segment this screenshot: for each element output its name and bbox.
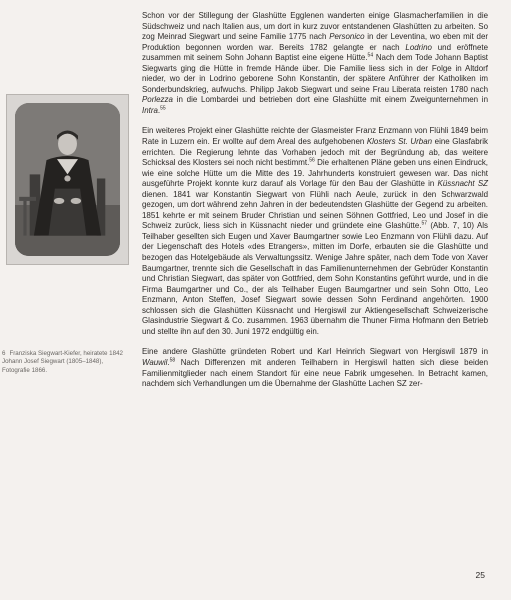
text-run: Die erhaltenen Pläne geben uns einen Eindruck, wie eine solche Hütte um die Mitte des 19. Jahrhunderts konstruiert gewesen war. Das nicht ausgeführte Projekt konnte kurz darauf als Vorlage für den Bau der Glashütte in (142, 158, 488, 189)
text-run: . (167, 357, 170, 367)
portrait-image (15, 103, 120, 256)
text-run: eine Glasfabrik errichten. Die Regierung lehnte das Vorhaben jedoch mit der Begründung ab, das weitere Schicksal des Klosters sei noch nicht bestimmt. (142, 137, 488, 168)
italic-run: Küssnacht SZ (437, 179, 489, 189)
italic-run: Personico (329, 32, 365, 42)
italic-run: Lodrino (405, 42, 432, 52)
caption-text: Franziska Siegwart-Kiefer, heiratete 1842 Johann Josef Siegwart (1805–1848), Fotografie 1866. (2, 350, 123, 374)
text-run: dienen. 1841 war Konstantin Siegwart von Flühli nach Aeule, zurück in den Schwarzwald gezogen, um dort während zehn Jahren in der bedeutendsten Glashütte der Gegend zu arbeiten. 1851 kehrte er mit seinem Bruder Christian und seinen Söhnen Gottfried, Leo und Josef in die Schweiz zurück, liess sich in Küssnacht nieder und gründete eine Glashütte. (142, 189, 488, 231)
page-number: 25 (475, 570, 485, 580)
caption-number: 6 (2, 350, 6, 357)
text-run: Ein weiteres Projekt einer Glashütte reichte der Glasmeister Franz Enzmann von Flühli 1849 beim Rate in Luzern ein. Er wollte auf dem Areal des aufgehobenen (142, 126, 488, 147)
text-run: . (157, 105, 161, 115)
main-text-column (142, 11, 488, 400)
text-run: Eine andere Glashütte gründeten Robert und Karl Heinrich Siegwart von Hergiswil 1879 in (142, 347, 488, 357)
text-run: in die Lombardei und betrieben dort eine Glashütte mit einem Zweigunternehmen in (172, 95, 488, 105)
footnote-ref: 54 (367, 52, 374, 59)
body-paragraph (142, 11, 488, 116)
text-run: Nach dem Tode Johann Baptist Siegwarts ging die Hütte in fremde Hände über. Die Familie liess sich in der Folge in Altdorf nieder, wo der in Lodrino geborene Sohn Konstantin, der spätere Anführer der Katholiken im Sonderbundskrieg, aufwuchs. Philipp Jakob Siegwart und seine Frau Liberata reisten 1780 nach (142, 53, 489, 94)
text-run: Schon vor der Stillegung der Glashütte Egglenen wanderten einige Glasmacherfamilien in die Südschweiz und nach Italien aus, um dort in kurz zuvor entstandenen Glashütten zu arbeiten. So zog Meinrad Siegwart und seine Familie 1775 nach (142, 11, 488, 42)
portrait-photograph (6, 94, 129, 265)
text-run: und eröffnete zusammen mit seinem Sohn Johann Baptist eine eigene Hütte. (142, 42, 488, 63)
body-paragraph (142, 126, 488, 337)
footnote-ref: 57 (421, 220, 428, 227)
text-run: in der Leventina, wo eben mit der Produktion begonnen worden war. Bereits 1782 gelangte er nach (142, 32, 489, 52)
footnote-ref: 56 (309, 157, 315, 164)
italic-run: Intra (142, 105, 158, 115)
footnote-ref: 55 (160, 105, 166, 112)
body-paragraph (142, 347, 488, 389)
footnote-ref: 58 (169, 357, 176, 364)
italic-run: Porlezza (142, 95, 173, 105)
figure-caption (2, 350, 130, 375)
text-run: Nach Differenzen mit anderen Teilhabern in Hergiswil hatten sich diese beiden Familienmitglieder nach einem Standort für eine neue Fabrik umgesehen. In Betracht kamen, nachdem sich Verhandlungen um die Übernahme der Glashütte Lachen SZ zer- (142, 357, 488, 389)
italic-run: Wauwil (142, 357, 168, 367)
italic-run: Klosters St. Urban (366, 137, 433, 147)
text-run: (Abb. 7, 10) Als Teilhaber gesellten sich Eugen und Xaver Baumgartner sowie Leo Enzmann von Flühli dazu. Auf der Liegenschaft des Hotels «des Etrangers», mitten im Dorfe, erbauten sie die Glashütte und bezogen das Hotelgebäude als Verwaltungssitz. Wenige Jahre später, nach dem Tode von Xaver Baumgartner, trennte sich die Gesellschaft in das Familienunternehmen der Gebrüder Konstantin und Christian Siegwart, das später von Gottfried, dem Sohn Konstantins geführt wurde, und in die Firma Baumgartner und Co., der als Teilhaber Eugen Baumgartner und sein Sohn Otto, Leo Enzmann, Anton Steffen, Josef Siegwart sowie dessen Sohn Ferdinand angehörten. 1900 schlossen sich die Glashütten Küssnacht und Hergiswil zur Aktiengesellschaft Schweizerische Glasindustrie Siegwart & Co. zusammen. 1963 übernahm die Thuner Firma Hofmann den Betrieb und stellte ihn auf den 30. Juni 1972 endgültig ein. (142, 221, 488, 336)
seated-woman-figure (15, 103, 120, 256)
